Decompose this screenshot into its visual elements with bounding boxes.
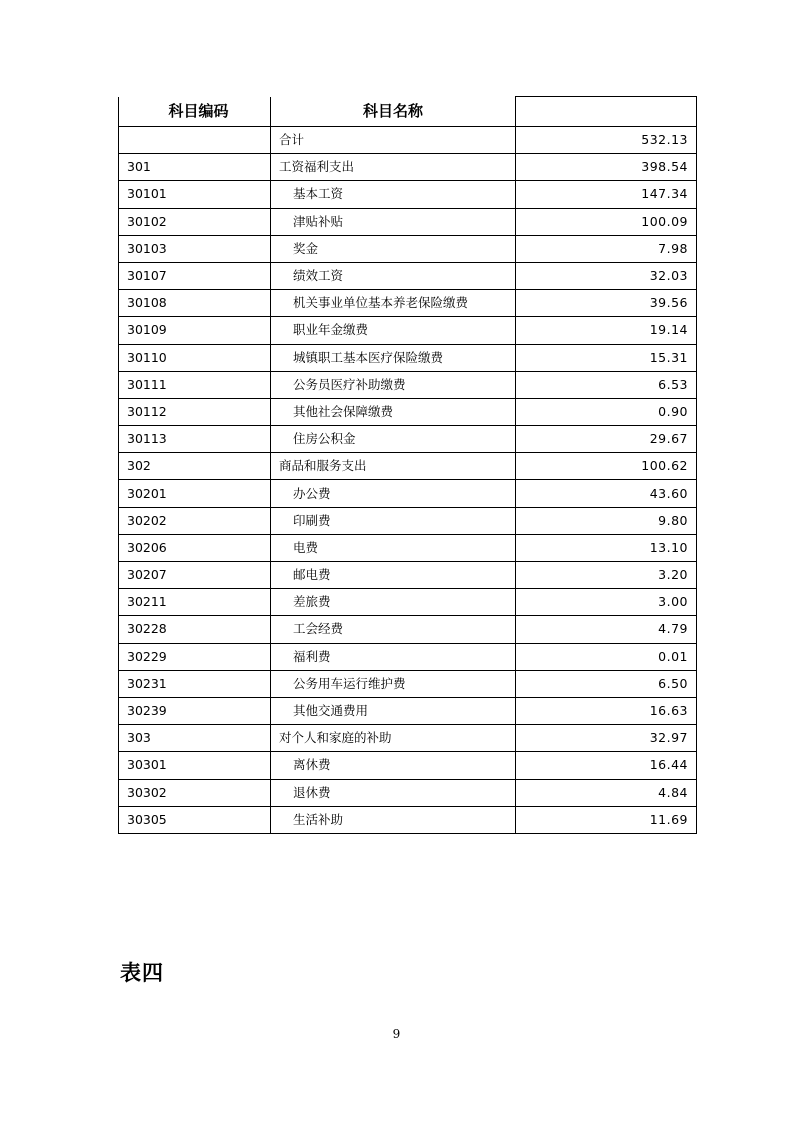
row-code: 303 [119, 725, 271, 752]
row-name: 差旅费 [271, 589, 516, 616]
row-amount: 100.09 [516, 208, 697, 235]
row-name: 其他社会保障缴费 [271, 398, 516, 425]
row-amount: 6.53 [516, 371, 697, 398]
row-amount: 16.63 [516, 697, 697, 724]
table-row [119, 371, 697, 398]
table-row [119, 562, 697, 589]
row-code: 30109 [119, 317, 271, 344]
row-name: 其他交通费用 [271, 697, 516, 724]
row-code: 30207 [119, 562, 271, 589]
row-name: 工资福利支出 [271, 154, 516, 181]
table-row [119, 725, 697, 752]
row-code: 30107 [119, 262, 271, 289]
row-code: 30301 [119, 752, 271, 779]
row-name: 职业年金缴费 [271, 317, 516, 344]
table-row [119, 398, 697, 425]
table-row [119, 643, 697, 670]
header-name: 科目名称 [271, 97, 516, 127]
row-amount: 9.80 [516, 507, 697, 534]
row-name: 电费 [271, 534, 516, 561]
header-amount [516, 97, 697, 127]
row-code: 301 [119, 154, 271, 181]
table-row [119, 752, 697, 779]
table-row [119, 127, 697, 154]
table-row [119, 317, 697, 344]
row-amount: 0.90 [516, 398, 697, 425]
row-code: 30101 [119, 181, 271, 208]
table-row [119, 779, 697, 806]
table-row [119, 507, 697, 534]
row-code: 30110 [119, 344, 271, 371]
row-name: 公务员医疗补助缴费 [271, 371, 516, 398]
row-amount: 7.98 [516, 235, 697, 262]
row-name: 基本工资 [271, 181, 516, 208]
row-name: 办公费 [271, 480, 516, 507]
row-code: 30111 [119, 371, 271, 398]
row-amount: 532.13 [516, 127, 697, 154]
row-name: 邮电费 [271, 562, 516, 589]
row-amount: 32.03 [516, 262, 697, 289]
table-row [119, 208, 697, 235]
row-code: 30302 [119, 779, 271, 806]
row-code: 30113 [119, 426, 271, 453]
table-row [119, 235, 697, 262]
table-body [119, 127, 697, 834]
table-row [119, 181, 697, 208]
row-code: 302 [119, 453, 271, 480]
row-amount: 32.97 [516, 725, 697, 752]
row-code: 30211 [119, 589, 271, 616]
row-amount: 29.67 [516, 426, 697, 453]
row-name: 福利费 [271, 643, 516, 670]
table-row [119, 806, 697, 833]
expenditure-table [118, 96, 697, 834]
row-code: 30206 [119, 534, 271, 561]
row-amount: 3.00 [516, 589, 697, 616]
row-amount: 19.14 [516, 317, 697, 344]
row-code [119, 127, 271, 154]
row-amount: 16.44 [516, 752, 697, 779]
row-code: 30112 [119, 398, 271, 425]
table-row [119, 534, 697, 561]
row-code: 30305 [119, 806, 271, 833]
row-name: 奖金 [271, 235, 516, 262]
row-amount: 6.50 [516, 670, 697, 697]
table-row [119, 670, 697, 697]
row-amount: 15.31 [516, 344, 697, 371]
row-amount: 398.54 [516, 154, 697, 181]
header-code: 科目编码 [119, 97, 271, 127]
table-row [119, 290, 697, 317]
row-name: 对个人和家庭的补助 [271, 725, 516, 752]
row-amount: 147.34 [516, 181, 697, 208]
row-amount: 4.84 [516, 779, 697, 806]
row-code: 30228 [119, 616, 271, 643]
section-title: 表四 [120, 961, 164, 985]
table-row [119, 480, 697, 507]
row-name: 公务用车运行维护费 [271, 670, 516, 697]
table-row [119, 426, 697, 453]
row-name: 印刷费 [271, 507, 516, 534]
row-amount: 11.69 [516, 806, 697, 833]
row-name: 生活补助 [271, 806, 516, 833]
table-row [119, 453, 697, 480]
row-name: 津贴补贴 [271, 208, 516, 235]
row-amount: 100.62 [516, 453, 697, 480]
row-amount: 13.10 [516, 534, 697, 561]
row-code: 30103 [119, 235, 271, 262]
row-code: 30239 [119, 697, 271, 724]
table-row [119, 616, 697, 643]
table-row [119, 589, 697, 616]
row-amount: 4.79 [516, 616, 697, 643]
row-code: 30201 [119, 480, 271, 507]
row-name: 离休费 [271, 752, 516, 779]
row-name: 商品和服务支出 [271, 453, 516, 480]
table-row [119, 262, 697, 289]
table-row [119, 697, 697, 724]
row-amount: 39.56 [516, 290, 697, 317]
row-name: 城镇职工基本医疗保险缴费 [271, 344, 516, 371]
row-name: 住房公积金 [271, 426, 516, 453]
row-amount: 43.60 [516, 480, 697, 507]
table-header-row [119, 97, 697, 127]
row-code: 30229 [119, 643, 271, 670]
table-row [119, 344, 697, 371]
row-code: 30102 [119, 208, 271, 235]
row-name: 合计 [271, 127, 516, 154]
row-code: 30202 [119, 507, 271, 534]
row-amount: 0.01 [516, 643, 697, 670]
page-number: 9 [392, 1027, 401, 1041]
row-name: 工会经费 [271, 616, 516, 643]
row-name: 退休费 [271, 779, 516, 806]
row-code: 30231 [119, 670, 271, 697]
row-name: 机关事业单位基本养老保险缴费 [271, 290, 516, 317]
row-code: 30108 [119, 290, 271, 317]
row-name: 绩效工资 [271, 262, 516, 289]
row-amount: 3.20 [516, 562, 697, 589]
expenditure-table-container [118, 96, 696, 834]
table-row [119, 154, 697, 181]
